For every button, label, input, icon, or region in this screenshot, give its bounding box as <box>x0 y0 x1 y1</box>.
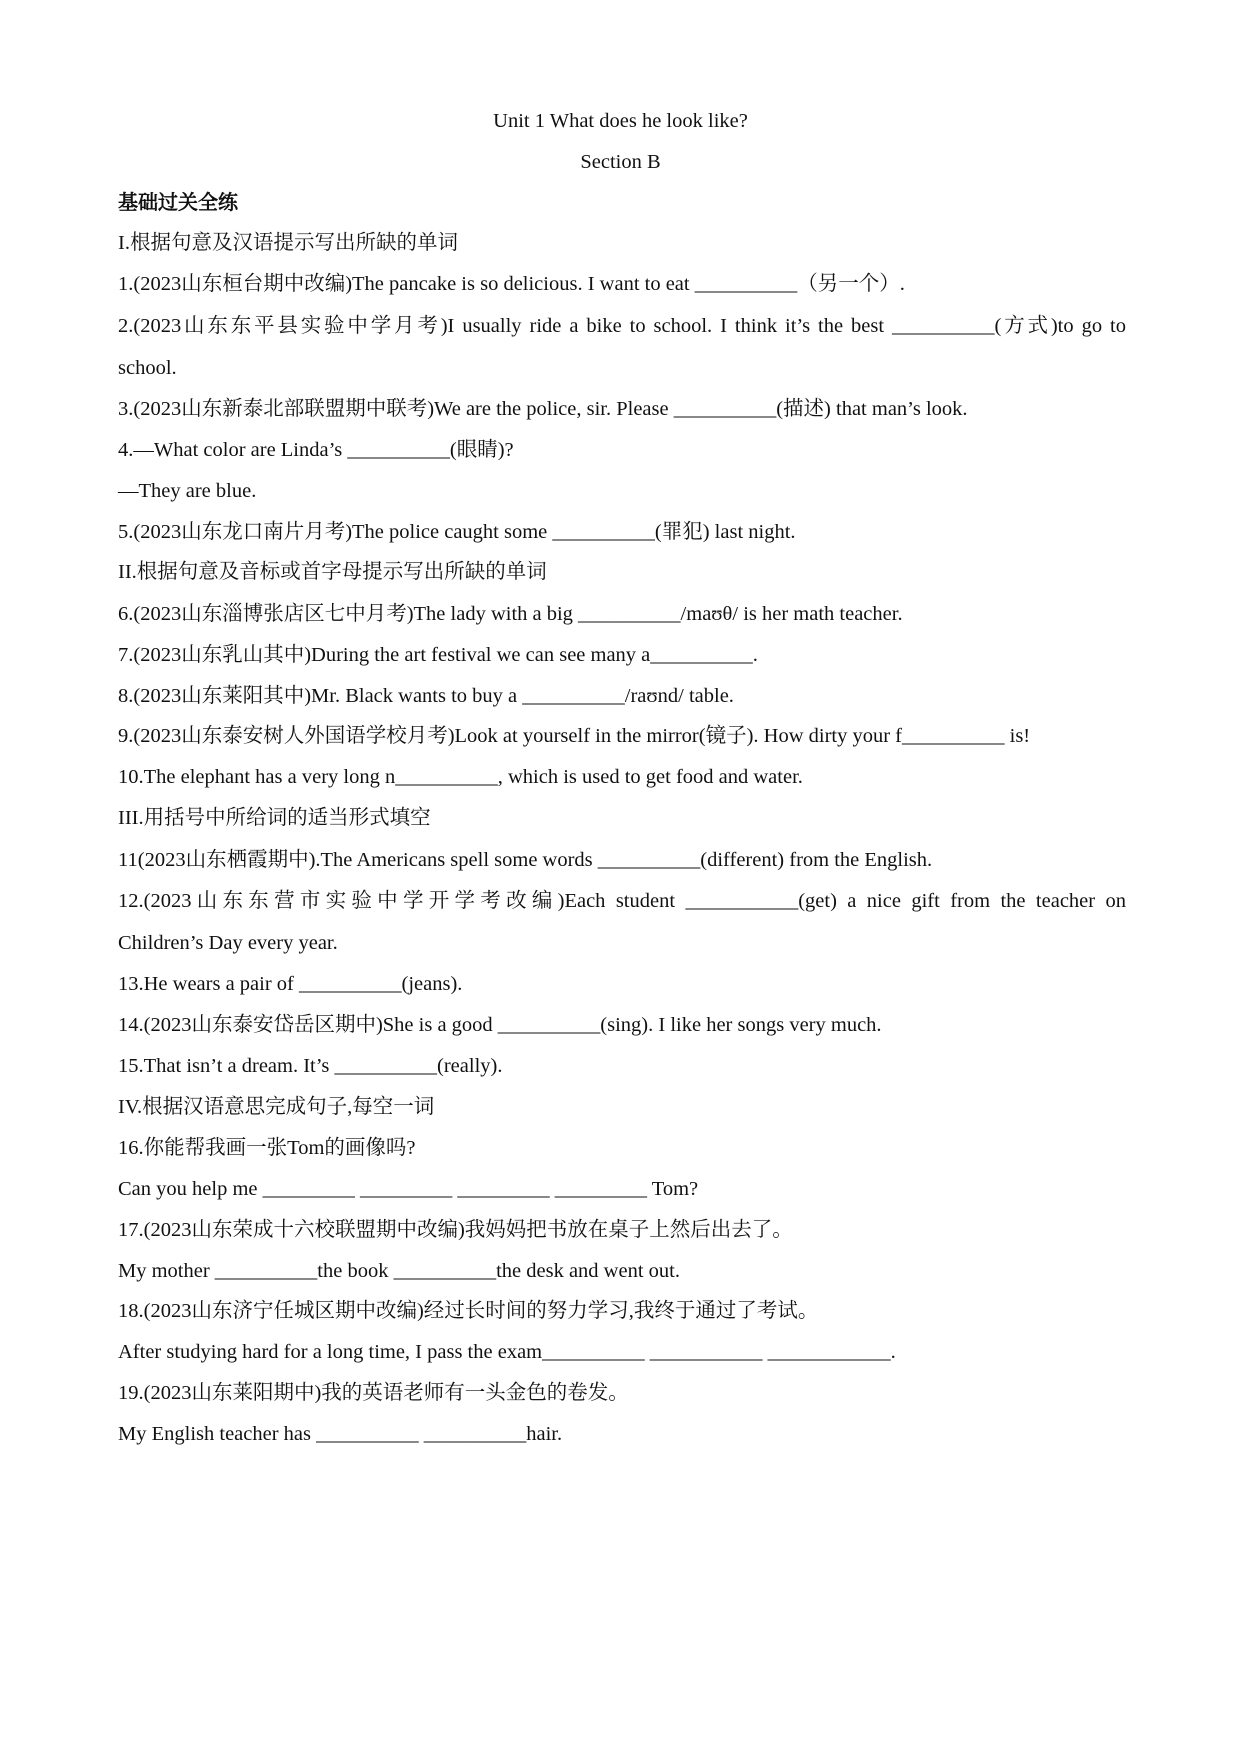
question-line: 2.(2023山东东平县实验中学月考)I usually ride a bike to school. I think it’s the best __________(方式)to go to <box>118 315 1126 337</box>
section-heading: I.根据句意及汉语提示写出所缺的单词 <box>118 232 458 254</box>
question-line: 3.(2023山东新泰北部联盟期中联考)We are the police, sir. Please __________(描述) that man’s look. <box>118 398 968 420</box>
question-line: 16.你能帮我画一张Tom的画像吗? <box>118 1137 416 1159</box>
question-line: 18.(2023山东济宁任城区期中改编)经过长时间的努力学习,我终于通过了考试。 <box>118 1300 819 1322</box>
question-line: 9.(2023山东泰安树人外国语学校月考)Look at yourself in the mirror(镜子). How dirty your f__________ is! <box>118 725 1031 747</box>
question-line: 5.(2023山东龙口南片月考)The police caught some __________(罪犯) last night. <box>118 521 796 543</box>
section-heading: II.根据句意及音标或首字母提示写出所缺的单词 <box>118 561 547 583</box>
question-line: 13.He wears a pair of __________(jeans). <box>118 973 463 995</box>
practice-heading: 基础过关全练 <box>118 190 238 214</box>
answer-line: Can you help me _________ _________ _________ _________ Tom? <box>118 1178 699 1200</box>
answer-line: After studying hard for a long time, I pass the exam__________ ___________ ____________. <box>118 1341 896 1363</box>
question-line: 12.(2023山东东营市实验中学开学考改编)Each student ___________(get) a nice gift from the teacher on <box>118 890 1126 912</box>
page-title: Unit 1 What does he look like? <box>493 110 748 132</box>
question-line: school. <box>118 357 177 379</box>
question-line: 7.(2023山东乳山其中)During the art festival we can see many a__________. <box>118 644 758 666</box>
page-subtitle: Section B <box>580 151 661 173</box>
question-line: 8.(2023山东莱阳其中)Mr. Black wants to buy a __________/raʊnd/ table. <box>118 685 734 707</box>
answer-line: My mother __________the book __________the desk and went out. <box>118 1260 680 1282</box>
question-line: 17.(2023山东荣成十六校联盟期中改编)我妈妈把书放在桌子上然后出去了。 <box>118 1219 793 1241</box>
question-line: 15.That isn’t a dream. It’s __________(really). <box>118 1055 503 1077</box>
question-line: Children’s Day every year. <box>118 932 338 954</box>
answer-line: —They are blue. <box>118 480 257 502</box>
section-heading: IV.根据汉语意思完成句子,每空一词 <box>118 1096 435 1118</box>
question-line: 4.—What color are Linda’s __________(眼睛)? <box>118 439 514 461</box>
question-line: 14.(2023山东泰安岱岳区期中)She is a good __________(sing). I like her songs very much. <box>118 1014 882 1036</box>
question-line: 19.(2023山东莱阳期中)我的英语老师有一头金色的卷发。 <box>118 1382 629 1404</box>
answer-line: My English teacher has __________ __________hair. <box>118 1423 563 1445</box>
question-line: 11(2023山东栖霞期中).The Americans spell some words __________(different) from the English. <box>118 849 933 871</box>
question-line: 6.(2023山东淄博张店区七中月考)The lady with a big __________/maʊθ/ is her math teacher. <box>118 603 903 625</box>
question-line: 10.The elephant has a very long n__________, which is used to get food and water. <box>118 766 803 788</box>
question-line: 1.(2023山东桓台期中改编)The pancake is so delicious. I want to eat __________（另一个）. <box>118 273 905 295</box>
section-heading: III.用括号中所给词的适当形式填空 <box>118 807 431 829</box>
